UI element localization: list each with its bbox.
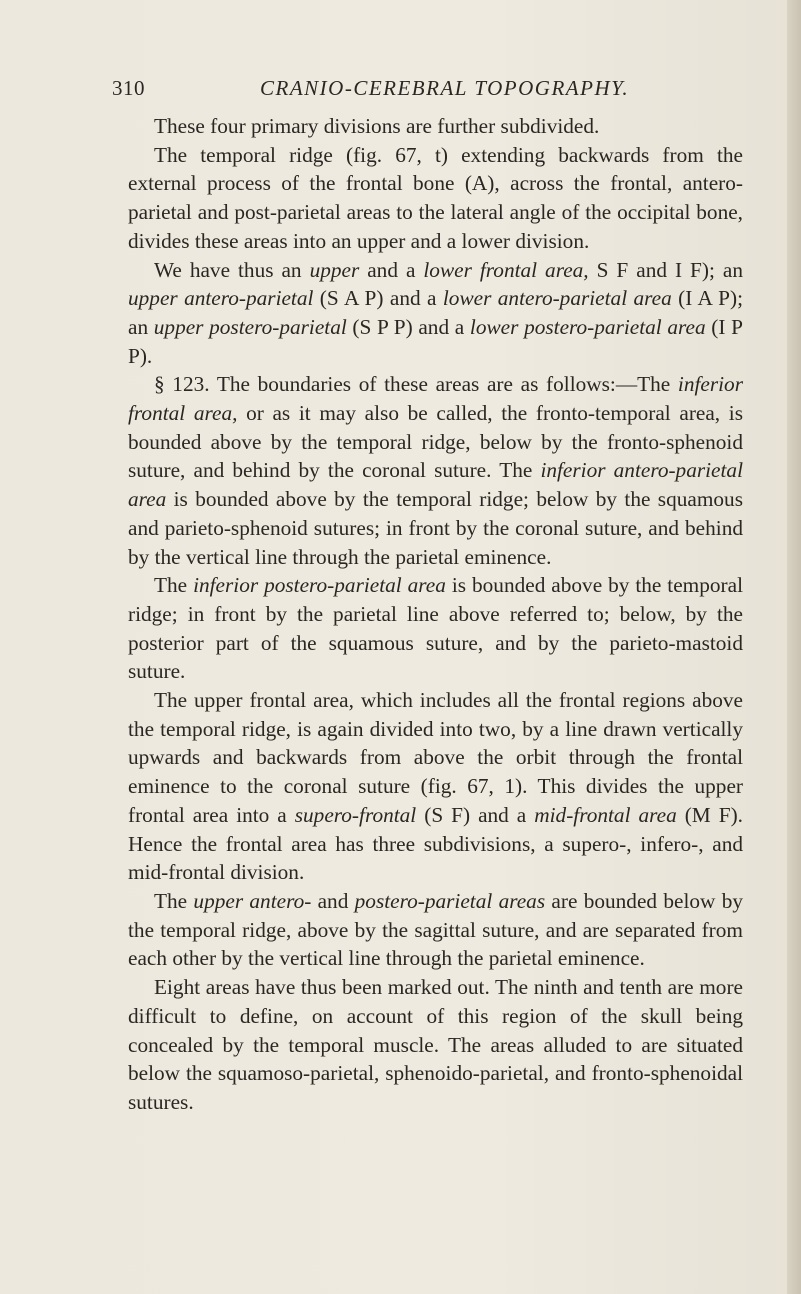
text-run: are bounded below by the temporal ridge, above by the sagittal suture, and are separated from each other by the vertical line through the parietal eminence. bbox=[128, 888, 743, 971]
italic-term: postero-parietal areas bbox=[354, 888, 546, 913]
paragraph-6 bbox=[128, 686, 743, 887]
italic-term: mid-frontal area bbox=[534, 802, 677, 827]
italic-term: lower frontal area, bbox=[423, 257, 589, 282]
italic-term: lower postero-parietal area bbox=[469, 314, 706, 339]
paragraph-7 bbox=[128, 887, 743, 973]
text-run: The temporal ridge (fig. 67, t) extending backwards from the external process of the frontal bone (A), across the frontal, antero-parietal and post-parietal areas to the lateral angle of the occipital bone, divides these areas into an upper and a lower division. bbox=[128, 142, 743, 253]
text-run: We have thus an bbox=[154, 257, 310, 282]
text-run: (S A P) and a bbox=[313, 286, 443, 311]
italic-term: upper antero- bbox=[193, 888, 312, 913]
italic-term: inferior frontal area, bbox=[128, 372, 743, 426]
paragraph-5 bbox=[128, 571, 743, 686]
text-run: The bbox=[154, 573, 194, 598]
text-run: (S F) and a bbox=[416, 802, 535, 827]
italic-term: inferior antero-parietal area bbox=[128, 458, 743, 512]
italic-term: upper antero-parietal bbox=[128, 286, 314, 311]
text-run: (M F). Hence the frontal area has three subdivisions, a supero-, infero-, and mid-frontal division. bbox=[128, 802, 743, 885]
body-text bbox=[128, 112, 743, 1117]
text-run: These four primary divisions are further subdivided. bbox=[154, 114, 600, 138]
text-run: and a bbox=[359, 257, 424, 282]
paragraph-1 bbox=[128, 112, 743, 141]
text-run: is bounded above by the temporal ridge; in front by the parietal line above referred to; below, by the posterior part of the squamous suture, and by the parieto-mastoid suture. bbox=[128, 573, 743, 684]
text-run: (I A P); an bbox=[128, 286, 744, 339]
running-title: CRANIO-CEREBRAL TOPOGRAPHY. bbox=[260, 76, 630, 100]
italic-term: lower antero-parietal area bbox=[442, 286, 672, 311]
italic-term: supero-frontal bbox=[294, 802, 417, 827]
text-run: The bbox=[154, 888, 194, 913]
text-run: § 123. The boundaries of these areas are as follows:—The bbox=[154, 372, 678, 397]
italic-term: inferior postero-parietal area bbox=[193, 573, 446, 598]
paragraph-section-123 bbox=[128, 370, 743, 571]
italic-term: upper bbox=[309, 257, 360, 282]
text-run: Eight areas have thus been marked out. The ninth and tenth are more difficult to define, on account of this region of the skull being concealed by the temporal muscle. The areas alluded to are situated below the squamoso-parietal, sphenoido-parietal, and fronto-sphenoidal sutures. bbox=[128, 975, 743, 1114]
text-run: or as it may also be called, the fronto-temporal area, is bounded above by the temporal ridge, below by the fronto-sphenoid suture, and behind by the coronal suture. The bbox=[128, 401, 743, 483]
page-header bbox=[112, 76, 712, 106]
page-edge bbox=[787, 0, 801, 1294]
paragraph-8 bbox=[128, 973, 743, 1117]
text-run: is bounded above by the temporal ridge; below by the squamous and parieto-sphenoid sutures; in front by the coronal suture, and behind by the vertical line through the parietal eminence. bbox=[128, 487, 743, 569]
paragraph-2 bbox=[128, 141, 743, 256]
text-run: The upper frontal area, which includes all the frontal regions above the temporal ridge, is again divided into two, by a line drawn vertically upwards and backwards from above the orbit through the frontal eminence to the coronal suture (fig. 67, 1). This divides the upper frontal area into a bbox=[128, 688, 743, 827]
text-run: (S P P) and a bbox=[346, 314, 470, 339]
paragraph-3 bbox=[128, 256, 743, 371]
italic-term: upper postero-parietal bbox=[153, 314, 347, 339]
text-run: S F and I F); an bbox=[588, 257, 743, 282]
text-run: and bbox=[311, 888, 355, 913]
text-run: (I P P). bbox=[128, 314, 744, 368]
page-number: 310 bbox=[112, 76, 145, 100]
